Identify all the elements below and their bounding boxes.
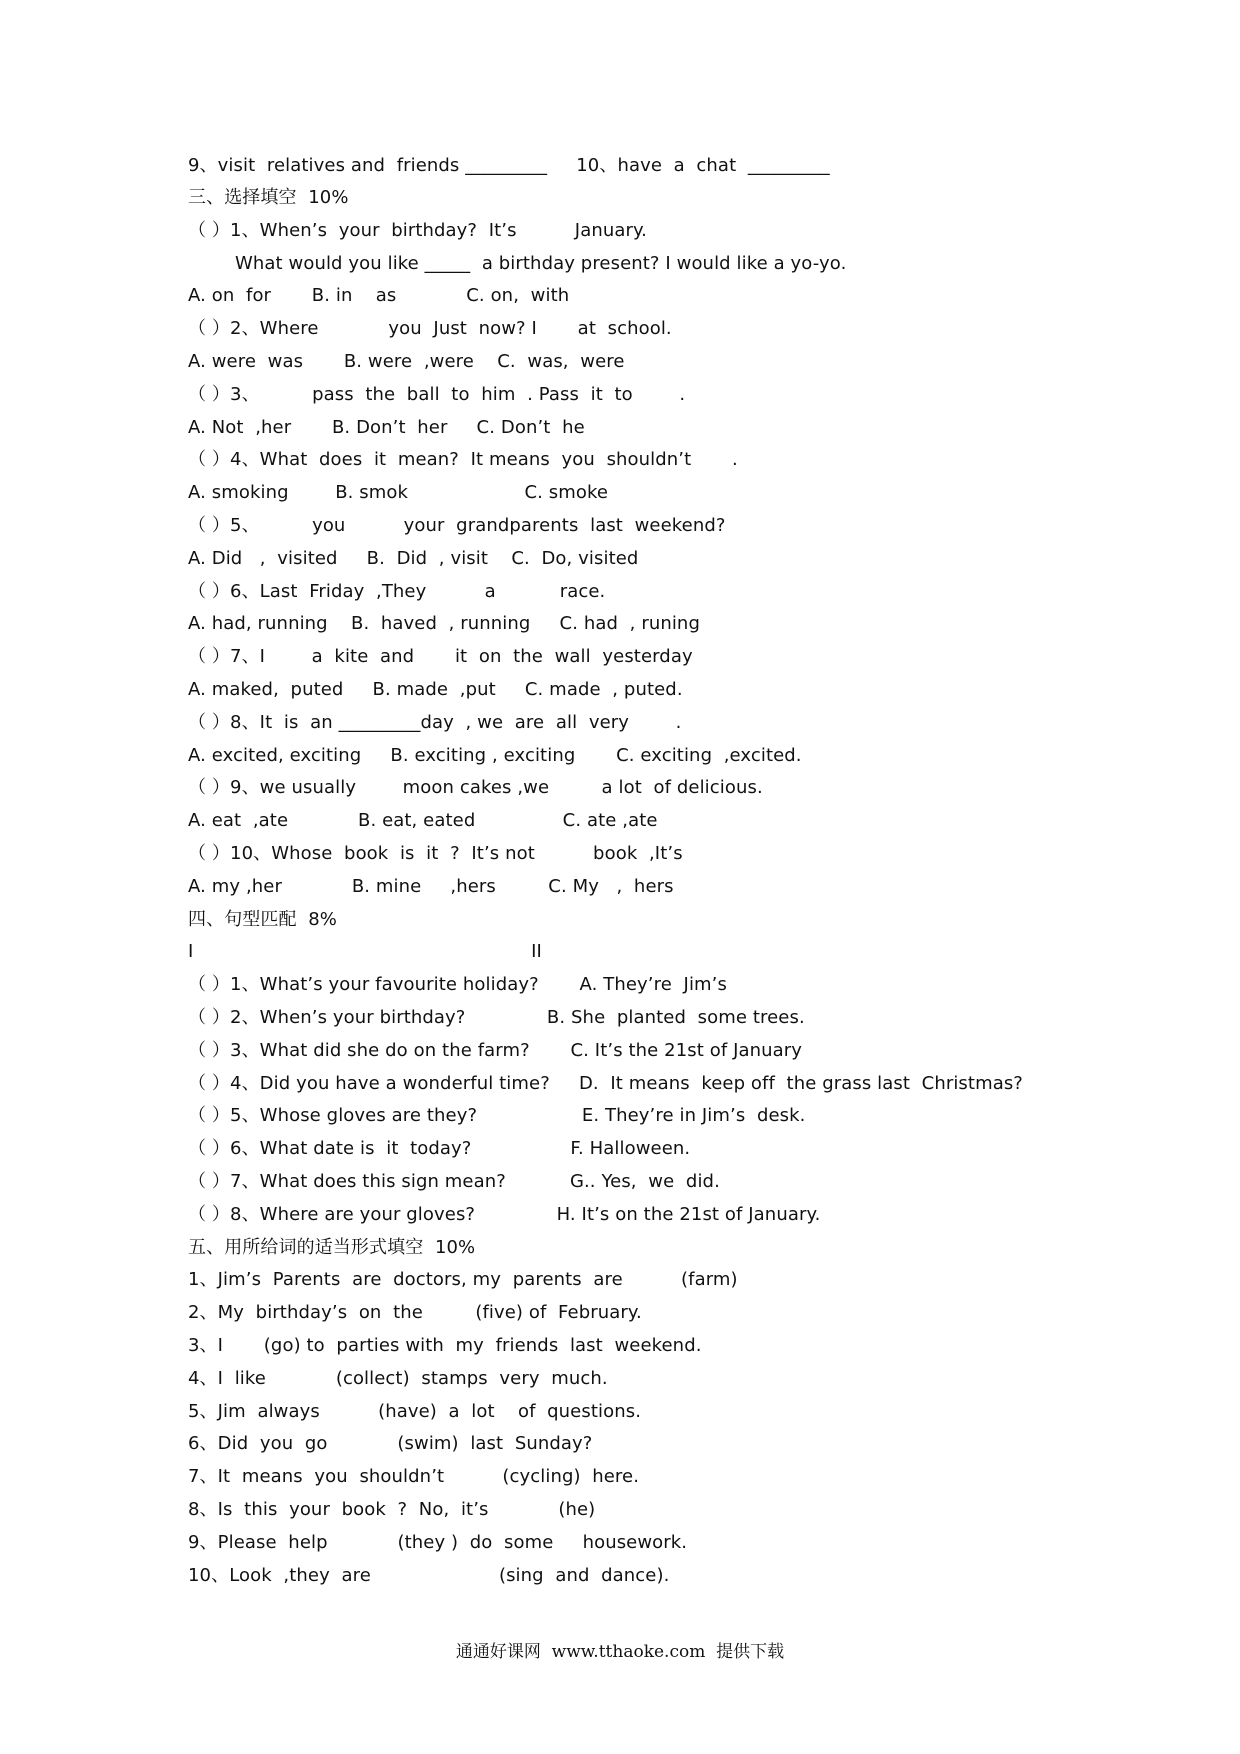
text-line: A. excited, exciting B. exciting , exciting C. exciting ,excited. <box>188 745 802 766</box>
section-heading: 三、选择填空 10% <box>188 187 349 208</box>
text-line: （ ）2、Where you Just now? I at school. <box>188 318 672 339</box>
text-line: A. were was B. were ,were C. was, were <box>188 351 625 372</box>
text-line: 3、I (go) to parties with my friends last weekend. <box>188 1335 702 1356</box>
text-line: 5、Jim always (have) a lot of questions. <box>188 1401 642 1422</box>
text-line: A. Not ,her B. Don’t her C. Don’t he <box>188 417 585 438</box>
text-line: （ ）7、What does this sign mean? G.. Yes, we did. <box>188 1171 720 1192</box>
text-line: A. maked, puted B. made ,put C. made , puted. <box>188 679 683 700</box>
text-line: 1、Jim’s Parents are doctors, my parents are (farm) <box>188 1269 738 1290</box>
text-line: （ ）3、What did she do on the farm? C. It’s the 21st of January <box>188 1040 803 1061</box>
text-line: 10、Look ,they are (sing and dance). <box>188 1565 670 1586</box>
text-line: （ ）6、What date is it today? F. Halloween. <box>188 1138 691 1159</box>
text-line: （ ）10、Whose book is it ? It’s not book ,It’s <box>188 843 683 864</box>
text-line: A. Did , visited B. Did , visit C. Do, visited <box>188 548 639 569</box>
text-line: （ ）8、Where are your gloves? H. It’s on the 21st of January. <box>188 1204 821 1225</box>
text-line: （ ）6、Last Friday ,They a race. <box>188 581 606 602</box>
text-line: （ ）8、It is an _________day , we are all very . <box>188 712 682 733</box>
text-line: （ ）5、 you your grandparents last weekend? <box>188 515 726 536</box>
text-line: A. eat ,ate B. eat, eated C. ate ,ate <box>188 810 658 831</box>
text-line: （ ）4、Did you have a wonderful time? D. It means keep off the grass last Christmas? <box>188 1073 1023 1094</box>
text-line: （ ）1、What’s your favourite holiday? A. They’re Jim’s <box>188 974 727 995</box>
text-line: A. my ,her B. mine ,hers C. My , hers <box>188 876 674 897</box>
text-line: I II <box>188 941 542 962</box>
text-line: （ ）9、we usually moon cakes ,we a lot of delicious. <box>188 777 763 798</box>
text-line: A. on for B. in as C. on, with <box>188 285 570 306</box>
text-line: 2、My birthday’s on the (five) of February. <box>188 1302 642 1323</box>
text-line: 4、I like (collect) stamps very much. <box>188 1368 608 1389</box>
text-line: A. smoking B. smok C. smoke <box>188 482 609 503</box>
text-line: （ ）4、What does it mean? It means you shouldn’t . <box>188 449 738 470</box>
text-line: （ ）5、Whose gloves are they? E. They’re in Jim’s desk. <box>188 1105 806 1126</box>
text-line: 8、Is this your book ? No, it’s (he) <box>188 1499 596 1520</box>
text-line: What would you like _____ a birthday present? I would like a yo-yo. <box>235 253 847 274</box>
page-footer: 通通好课网 www.tthaoke.com 提供下载 <box>455 1642 785 1662</box>
text-line: （ ）3、 pass the ball to him . Pass it to . <box>188 384 686 405</box>
text-line: 7、It means you shouldn’t (cycling) here. <box>188 1466 640 1487</box>
text-line: A. had, running B. haved , running C. had , runing <box>188 613 700 634</box>
text-line: （ ）2、When’s your birthday? B. She planted some trees. <box>188 1007 805 1028</box>
section-heading: 五、用所给词的适当形式填空 10% <box>188 1237 476 1258</box>
text-line: 9、visit relatives and friends _________ 10、have a chat _________ <box>188 155 830 176</box>
text-line: 9、Please help (they ) do some housework. <box>188 1532 688 1553</box>
section-heading: 四、句型匹配 8% <box>188 909 337 930</box>
text-line: （ ）7、I a kite and it on the wall yesterday <box>188 646 693 667</box>
text-line: 6、Did you go (swim) last Sunday? <box>188 1433 593 1454</box>
text-line: （ ）1、When’s your birthday? It’s January. <box>188 220 647 241</box>
